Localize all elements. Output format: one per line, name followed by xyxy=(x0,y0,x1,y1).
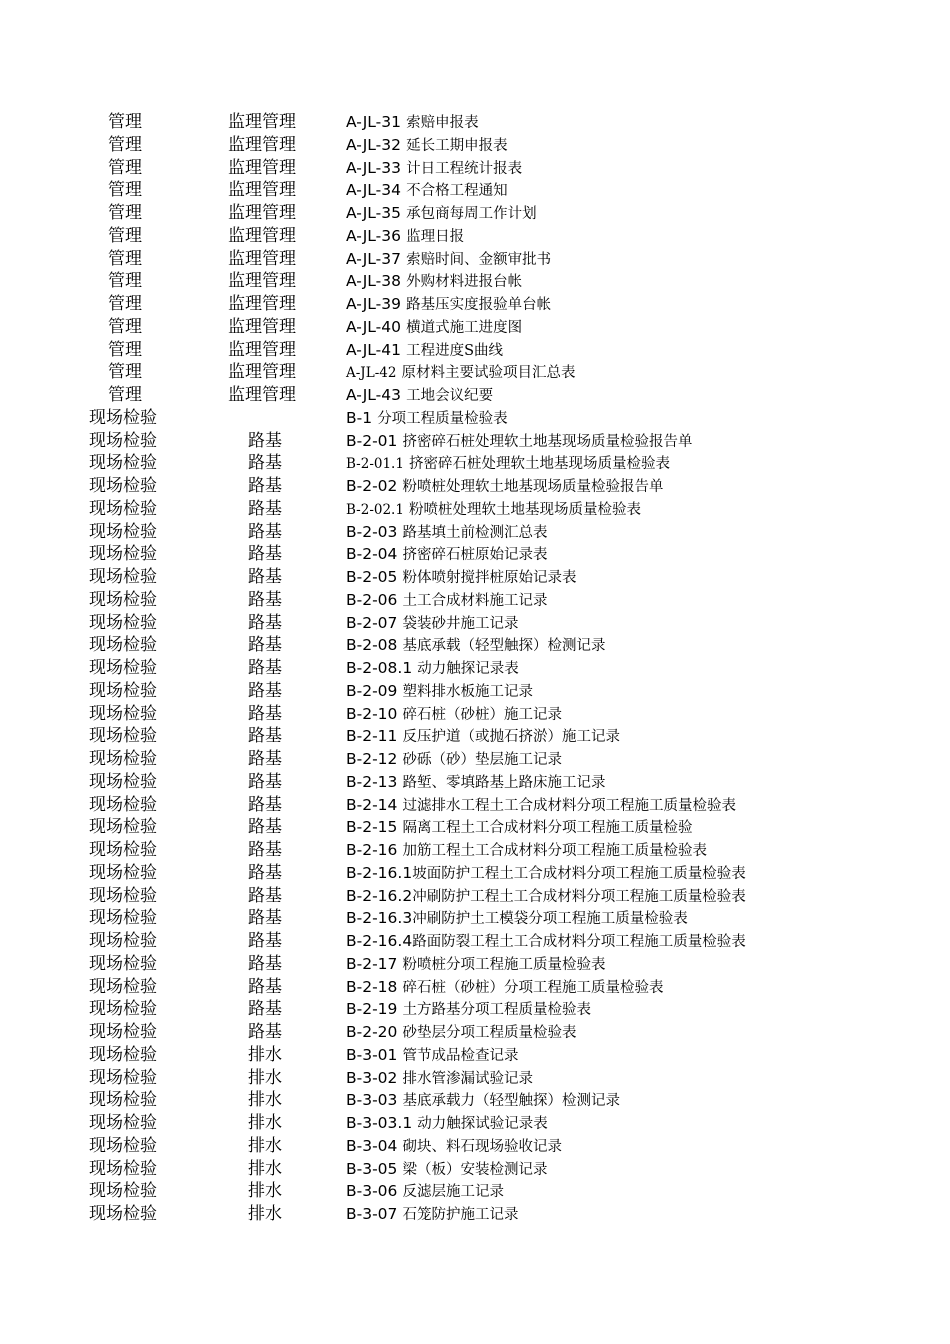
subcategory-cell: 路基 xyxy=(248,771,282,792)
form-title: 计日工程统计报表 xyxy=(406,160,523,177)
subcategory-cell: 路基 xyxy=(248,612,282,633)
subcategory-cell: 路基 xyxy=(248,589,282,610)
form-title: 索赔时间、金额审批书 xyxy=(406,251,552,268)
table-row xyxy=(0,1180,950,1203)
subcategory-cell: 监理管理 xyxy=(228,339,296,360)
category-cell: 现场检验 xyxy=(89,908,157,929)
form-code: B-2-10 xyxy=(346,704,398,723)
form-cell xyxy=(346,361,576,385)
form-cell xyxy=(346,475,664,499)
table-row xyxy=(0,202,950,225)
category-cell: 管理 xyxy=(108,134,142,155)
table-row xyxy=(0,1067,950,1090)
subcategory-cell: 路基 xyxy=(248,976,282,997)
subcategory-cell: 路基 xyxy=(248,953,282,974)
table-row xyxy=(0,634,950,657)
form-code: B-2-16.1 xyxy=(346,863,413,882)
form-title: 挤密碎石桩原始记录表 xyxy=(402,547,548,564)
form-code: B-3-04 xyxy=(346,1136,398,1155)
category-cell: 现场检验 xyxy=(89,931,157,951)
subcategory-cell: 路基 xyxy=(248,794,282,815)
form-cell xyxy=(346,998,591,1022)
form-title: 基底承载力（轻型触探）检测记录 xyxy=(402,1093,620,1110)
form-code: B-2-15 xyxy=(346,818,398,837)
form-title: 冲刷防护土工模袋分项工程施工质量检验表 xyxy=(412,911,688,928)
table-row xyxy=(0,498,950,521)
table-row xyxy=(0,930,950,953)
subcategory-cell: 路基 xyxy=(248,931,282,951)
subcategory-cell: 路基 xyxy=(248,908,282,929)
form-cell xyxy=(346,657,519,681)
category-cell: 现场检验 xyxy=(89,885,157,906)
table-row xyxy=(0,361,950,384)
form-cell xyxy=(346,885,746,909)
subcategory-cell: 路基 xyxy=(248,817,282,838)
form-title: 冲刷防护工程土工合成材料分项工程施工质量检验表 xyxy=(412,888,746,905)
subcategory-cell: 监理管理 xyxy=(228,203,296,223)
form-cell xyxy=(346,521,548,545)
category-cell: 现场检验 xyxy=(89,1181,157,1202)
table-row xyxy=(0,1089,950,1112)
form-cell xyxy=(346,293,551,317)
form-cell xyxy=(346,839,707,863)
form-title: 粉喷桩处理软土地基现场质量检验报告单 xyxy=(402,479,664,495)
table-row xyxy=(0,543,950,566)
form-title: 袋装砂井施工记录 xyxy=(402,615,519,632)
table-row xyxy=(0,976,950,999)
form-cell xyxy=(346,1021,577,1045)
form-code: B-2-13 xyxy=(346,772,398,791)
form-cell xyxy=(346,748,562,772)
form-code: B-2-05 xyxy=(346,568,398,586)
form-code: A-JL-42 xyxy=(346,365,397,382)
form-code: A-JL-39 xyxy=(346,295,401,313)
table-row xyxy=(0,293,950,316)
form-title: 监理日报 xyxy=(406,228,465,245)
subcategory-cell: 监理管理 xyxy=(228,248,296,269)
form-title: 坡面防护工程土工合成材料分项工程施工质量检验表 xyxy=(412,865,746,882)
form-cell xyxy=(346,953,606,977)
form-code: B-2-08.1 xyxy=(346,659,413,677)
category-cell: 现场检验 xyxy=(89,817,157,838)
subcategory-cell: 路基 xyxy=(248,521,282,542)
form-title: 动力触探试验记录表 xyxy=(417,1116,548,1132)
form-code: B-2-16.4 xyxy=(346,932,413,950)
form-cell xyxy=(346,1203,519,1227)
category-cell: 现场检验 xyxy=(89,567,157,587)
subcategory-cell: 路基 xyxy=(248,726,282,747)
form-title: 横道式施工进度图 xyxy=(406,319,523,336)
form-title: 土工合成材料施工记录 xyxy=(402,592,548,609)
category-cell: 管理 xyxy=(108,248,142,269)
category-cell: 现场检验 xyxy=(89,453,157,474)
form-cell xyxy=(346,725,620,749)
form-cell xyxy=(346,248,551,272)
form-code: B-2-03 xyxy=(346,522,398,541)
form-title: 管节成品检查记录 xyxy=(402,1047,519,1064)
subcategory-cell: 排水 xyxy=(248,1158,282,1179)
form-title: 粉体喷射搅拌桩原始记录表 xyxy=(402,570,577,586)
table-row xyxy=(0,771,950,794)
form-code: B-3-05 xyxy=(346,1159,398,1178)
form-cell xyxy=(346,794,736,818)
category-cell: 现场检验 xyxy=(89,1044,157,1065)
form-cell xyxy=(346,270,522,294)
subcategory-cell: 路基 xyxy=(248,703,282,724)
table-row xyxy=(0,111,950,134)
form-code: B-2-12 xyxy=(346,750,398,768)
category-cell: 现场检验 xyxy=(89,544,157,565)
category-cell: 现场检验 xyxy=(89,1158,157,1179)
form-cell xyxy=(346,111,479,135)
form-title: 碎石桩（砂桩）施工记录 xyxy=(402,706,562,723)
table-row xyxy=(0,521,950,544)
form-code: B-3-03.1 xyxy=(346,1114,413,1132)
form-cell xyxy=(346,452,670,476)
form-cell xyxy=(346,612,519,636)
table-row xyxy=(0,1112,950,1135)
form-title: 隔离工程土工合成材料分项工程施工质量检验 xyxy=(402,820,693,837)
table-row xyxy=(0,680,950,703)
category-cell: 现场检验 xyxy=(89,1090,157,1111)
category-cell: 管理 xyxy=(108,157,142,178)
form-code: B-3-06 xyxy=(346,1182,398,1201)
record-form-index-table xyxy=(0,111,950,1226)
category-cell: 现场检验 xyxy=(89,589,157,610)
subcategory-cell: 监理管理 xyxy=(228,271,296,292)
form-cell xyxy=(346,816,693,840)
form-code: A-JL-40 xyxy=(346,317,401,336)
form-code: B-3-01 xyxy=(346,1045,398,1064)
category-cell: 管理 xyxy=(108,180,142,201)
table-row xyxy=(0,816,950,839)
form-title: 工地会议纪要 xyxy=(406,388,494,404)
subcategory-cell: 监理管理 xyxy=(228,225,296,246)
form-code: A-JL-32 xyxy=(346,135,401,154)
subcategory-cell: 监理管理 xyxy=(228,157,296,178)
table-row xyxy=(0,907,950,930)
category-cell: 管理 xyxy=(108,271,142,292)
subcategory-cell: 排水 xyxy=(248,1204,282,1224)
category-cell: 现场检验 xyxy=(89,1135,157,1156)
form-cell xyxy=(346,384,493,408)
form-title: 石笼防护施工记录 xyxy=(402,1207,519,1223)
category-cell: 管理 xyxy=(108,225,142,246)
table-row xyxy=(0,1135,950,1158)
form-cell xyxy=(346,680,533,704)
form-code: B-2-14 xyxy=(346,795,398,814)
form-title: 承包商每周工作计划 xyxy=(406,206,537,222)
form-cell xyxy=(346,1135,562,1159)
table-row xyxy=(0,134,950,157)
table-row xyxy=(0,657,950,680)
form-title: 砌块、料石现场验收记录 xyxy=(402,1138,562,1155)
table-row xyxy=(0,1203,950,1226)
category-cell: 现场检验 xyxy=(89,680,157,701)
form-cell xyxy=(346,407,508,431)
form-code: A-JL-34 xyxy=(346,181,401,200)
category-cell: 现场检验 xyxy=(89,726,157,747)
category-cell: 现场检验 xyxy=(89,430,157,451)
form-title: 基底承载（轻型触探）检测记录 xyxy=(402,638,606,655)
category-cell: 现场检验 xyxy=(89,976,157,997)
form-code: B-3-07 xyxy=(346,1205,398,1223)
subcategory-cell: 路基 xyxy=(248,658,282,678)
form-code: B-2-01 xyxy=(346,431,398,450)
form-code: B-2-19 xyxy=(346,1000,398,1019)
category-cell: 现场检验 xyxy=(89,1067,157,1088)
category-cell: 管理 xyxy=(108,112,142,132)
form-code: B-1 xyxy=(346,408,373,427)
subcategory-cell: 路基 xyxy=(248,635,282,656)
subcategory-cell: 路基 xyxy=(248,749,282,769)
form-code: B-2-20 xyxy=(346,1023,398,1041)
subcategory-cell: 路基 xyxy=(248,544,282,565)
category-cell: 管理 xyxy=(108,339,142,360)
table-row xyxy=(0,794,950,817)
table-row xyxy=(0,748,950,771)
form-cell xyxy=(346,1158,548,1182)
subcategory-cell: 监理管理 xyxy=(228,134,296,155)
form-cell xyxy=(346,1112,548,1136)
table-row xyxy=(0,157,950,180)
subcategory-cell: 监理管理 xyxy=(228,316,296,337)
table-row xyxy=(0,862,950,885)
category-cell: 现场检验 xyxy=(89,1113,157,1133)
form-code: B-2-16.3 xyxy=(346,909,413,928)
category-cell: 现场检验 xyxy=(89,794,157,815)
form-title: 索赔申报表 xyxy=(406,115,479,131)
form-title: 挤密碎石桩处理软土地基现场质量检验表 xyxy=(409,456,671,473)
form-title: 过滤排水工程土工合成材料分项工程施工质量检验表 xyxy=(402,797,736,814)
form-cell xyxy=(346,225,464,249)
form-title: 砂砾（砂）垫层施工记录 xyxy=(402,752,562,768)
category-cell: 现场检验 xyxy=(89,658,157,678)
form-code: B-2-06 xyxy=(346,590,398,609)
form-code: B-2-17 xyxy=(346,954,398,973)
subcategory-cell: 监理管理 xyxy=(228,294,296,314)
form-cell xyxy=(346,339,503,363)
table-row xyxy=(0,452,950,475)
table-row xyxy=(0,998,950,1021)
table-row xyxy=(0,430,950,453)
form-title: 路基填土前检测汇总表 xyxy=(402,524,548,541)
category-cell: 现场检验 xyxy=(89,498,157,519)
form-title: 挤密碎石桩处理软土地基现场质量检验报告单 xyxy=(402,433,693,450)
subcategory-cell: 路基 xyxy=(248,1022,282,1042)
category-cell: 现场检验 xyxy=(89,1022,157,1042)
category-cell: 现场检验 xyxy=(89,521,157,542)
form-code: A-JL-35 xyxy=(346,204,401,222)
subcategory-cell: 排水 xyxy=(248,1090,282,1111)
form-cell xyxy=(346,202,537,226)
form-cell xyxy=(346,498,641,522)
form-cell xyxy=(346,134,508,158)
form-cell xyxy=(346,1089,620,1113)
form-code: A-JL-31 xyxy=(346,113,401,131)
form-title: 加筋工程土工合成材料分项工程施工质量检验表 xyxy=(402,843,707,859)
form-cell xyxy=(346,179,508,203)
table-row xyxy=(0,566,950,589)
form-code: B-2-11 xyxy=(346,727,398,746)
form-code: B-2-01.1 xyxy=(346,456,404,473)
form-title: 不合格工程通知 xyxy=(406,183,508,200)
form-title: 原材料主要试验项目汇总表 xyxy=(401,365,576,382)
form-code: B-3-03 xyxy=(346,1091,398,1110)
form-code: B-2-02 xyxy=(346,477,398,495)
table-row xyxy=(0,1021,950,1044)
form-code: B-2-16.2 xyxy=(346,886,413,905)
table-row xyxy=(0,725,950,748)
form-title: 砂垫层分项工程质量检验表 xyxy=(402,1025,577,1041)
table-row xyxy=(0,885,950,908)
form-cell xyxy=(346,703,562,727)
form-cell xyxy=(346,543,548,567)
subcategory-cell: 排水 xyxy=(248,1181,282,1202)
form-title: 动力触探记录表 xyxy=(417,661,519,677)
category-cell: 现场检验 xyxy=(89,612,157,633)
category-cell: 现场检验 xyxy=(89,862,157,883)
form-code: B-2-04 xyxy=(346,545,398,564)
form-code: B-2-09 xyxy=(346,681,398,700)
form-cell xyxy=(346,1067,533,1091)
category-cell: 管理 xyxy=(108,385,142,405)
table-row xyxy=(0,953,950,976)
category-cell: 管理 xyxy=(108,294,142,314)
form-code: A-JL-37 xyxy=(346,249,401,268)
form-cell xyxy=(346,1044,519,1068)
category-cell: 现场检验 xyxy=(89,999,157,1020)
form-cell xyxy=(346,634,606,658)
table-row xyxy=(0,1158,950,1181)
subcategory-cell: 监理管理 xyxy=(228,385,296,405)
form-cell xyxy=(346,566,577,590)
form-cell xyxy=(346,907,688,931)
category-cell: 现场检验 xyxy=(89,840,157,860)
table-row xyxy=(0,839,950,862)
subcategory-cell: 路基 xyxy=(248,498,282,519)
form-title: 反滤层施工记录 xyxy=(402,1184,504,1201)
category-cell: 现场检验 xyxy=(89,749,157,769)
form-title: 路面防裂工程土工合成材料分项工程施工质量检验表 xyxy=(412,934,746,950)
form-code: A-JL-38 xyxy=(346,272,401,291)
form-title: 反压护道（或抛石挤淤）施工记录 xyxy=(402,729,620,746)
table-row xyxy=(0,475,950,498)
form-title: 塑料排水板施工记录 xyxy=(402,683,533,700)
form-title: 工程进度S曲线 xyxy=(406,342,504,359)
form-title: 分项工程质量检验表 xyxy=(377,410,508,427)
category-cell: 现场检验 xyxy=(89,407,157,428)
table-row xyxy=(0,703,950,726)
category-cell: 现场检验 xyxy=(89,953,157,974)
subcategory-cell: 监理管理 xyxy=(228,362,296,383)
subcategory-cell: 路基 xyxy=(248,430,282,451)
form-code: A-JL-36 xyxy=(346,226,401,245)
form-cell xyxy=(346,430,693,454)
form-cell xyxy=(346,589,548,613)
subcategory-cell: 路基 xyxy=(248,999,282,1020)
category-cell: 现场检验 xyxy=(89,1204,157,1224)
subcategory-cell: 排水 xyxy=(248,1044,282,1065)
form-title: 碎石桩（砂桩）分项工程施工质量检验表 xyxy=(402,979,664,996)
category-cell: 现场检验 xyxy=(89,635,157,656)
form-cell xyxy=(346,771,606,795)
form-cell xyxy=(346,862,746,886)
category-cell: 管理 xyxy=(108,362,142,383)
form-cell xyxy=(346,1180,504,1204)
category-cell: 现场检验 xyxy=(89,476,157,496)
form-code: B-2-02.1 xyxy=(346,501,404,518)
form-cell xyxy=(346,316,522,340)
category-cell: 现场检验 xyxy=(89,703,157,724)
form-code: B-2-08 xyxy=(346,636,398,655)
form-title: 外购材料进报台帐 xyxy=(406,274,523,291)
subcategory-cell: 监理管理 xyxy=(228,180,296,201)
form-code: B-2-07 xyxy=(346,613,398,632)
subcategory-cell: 路基 xyxy=(248,453,282,474)
form-title: 粉喷桩处理软土地基现场质量检验表 xyxy=(409,501,642,518)
category-cell: 管理 xyxy=(108,316,142,337)
table-row xyxy=(0,179,950,202)
form-code: B-2-16 xyxy=(346,841,398,859)
subcategory-cell: 路基 xyxy=(248,567,282,587)
table-row xyxy=(0,316,950,339)
table-row xyxy=(0,407,950,430)
form-code: A-JL-43 xyxy=(346,386,401,404)
table-row xyxy=(0,384,950,407)
subcategory-cell: 路基 xyxy=(248,862,282,883)
subcategory-cell: 排水 xyxy=(248,1067,282,1088)
form-code: B-2-18 xyxy=(346,977,398,996)
subcategory-cell: 路基 xyxy=(248,680,282,701)
form-title: 排水管渗漏试验记录 xyxy=(402,1070,533,1087)
table-row xyxy=(0,1044,950,1067)
table-row xyxy=(0,248,950,271)
form-title: 路基压实度报验单台帐 xyxy=(406,297,552,313)
category-cell: 现场检验 xyxy=(89,771,157,792)
subcategory-cell: 路基 xyxy=(248,840,282,860)
form-code: A-JL-33 xyxy=(346,158,401,177)
table-row xyxy=(0,589,950,612)
table-row xyxy=(0,339,950,362)
form-cell xyxy=(346,157,522,181)
form-title: 粉喷桩分项工程施工质量检验表 xyxy=(402,956,606,973)
form-cell xyxy=(346,976,664,1000)
subcategory-cell: 排水 xyxy=(248,1113,282,1133)
form-title: 路堑、零填路基上路床施工记录 xyxy=(402,774,606,791)
subcategory-cell: 监理管理 xyxy=(228,112,296,132)
subcategory-cell: 路基 xyxy=(248,476,282,496)
form-title: 延长工期申报表 xyxy=(406,137,508,154)
form-title: 土方路基分项工程质量检验表 xyxy=(402,1002,591,1019)
subcategory-cell: 排水 xyxy=(248,1135,282,1156)
table-row xyxy=(0,270,950,293)
table-row xyxy=(0,225,950,248)
table-row xyxy=(0,612,950,635)
form-code: B-3-02 xyxy=(346,1068,398,1087)
subcategory-cell: 路基 xyxy=(248,885,282,906)
category-cell: 管理 xyxy=(108,203,142,223)
form-title: 梁（板）安装检测记录 xyxy=(402,1161,548,1178)
form-cell xyxy=(346,930,746,954)
form-code: A-JL-41 xyxy=(346,340,401,359)
